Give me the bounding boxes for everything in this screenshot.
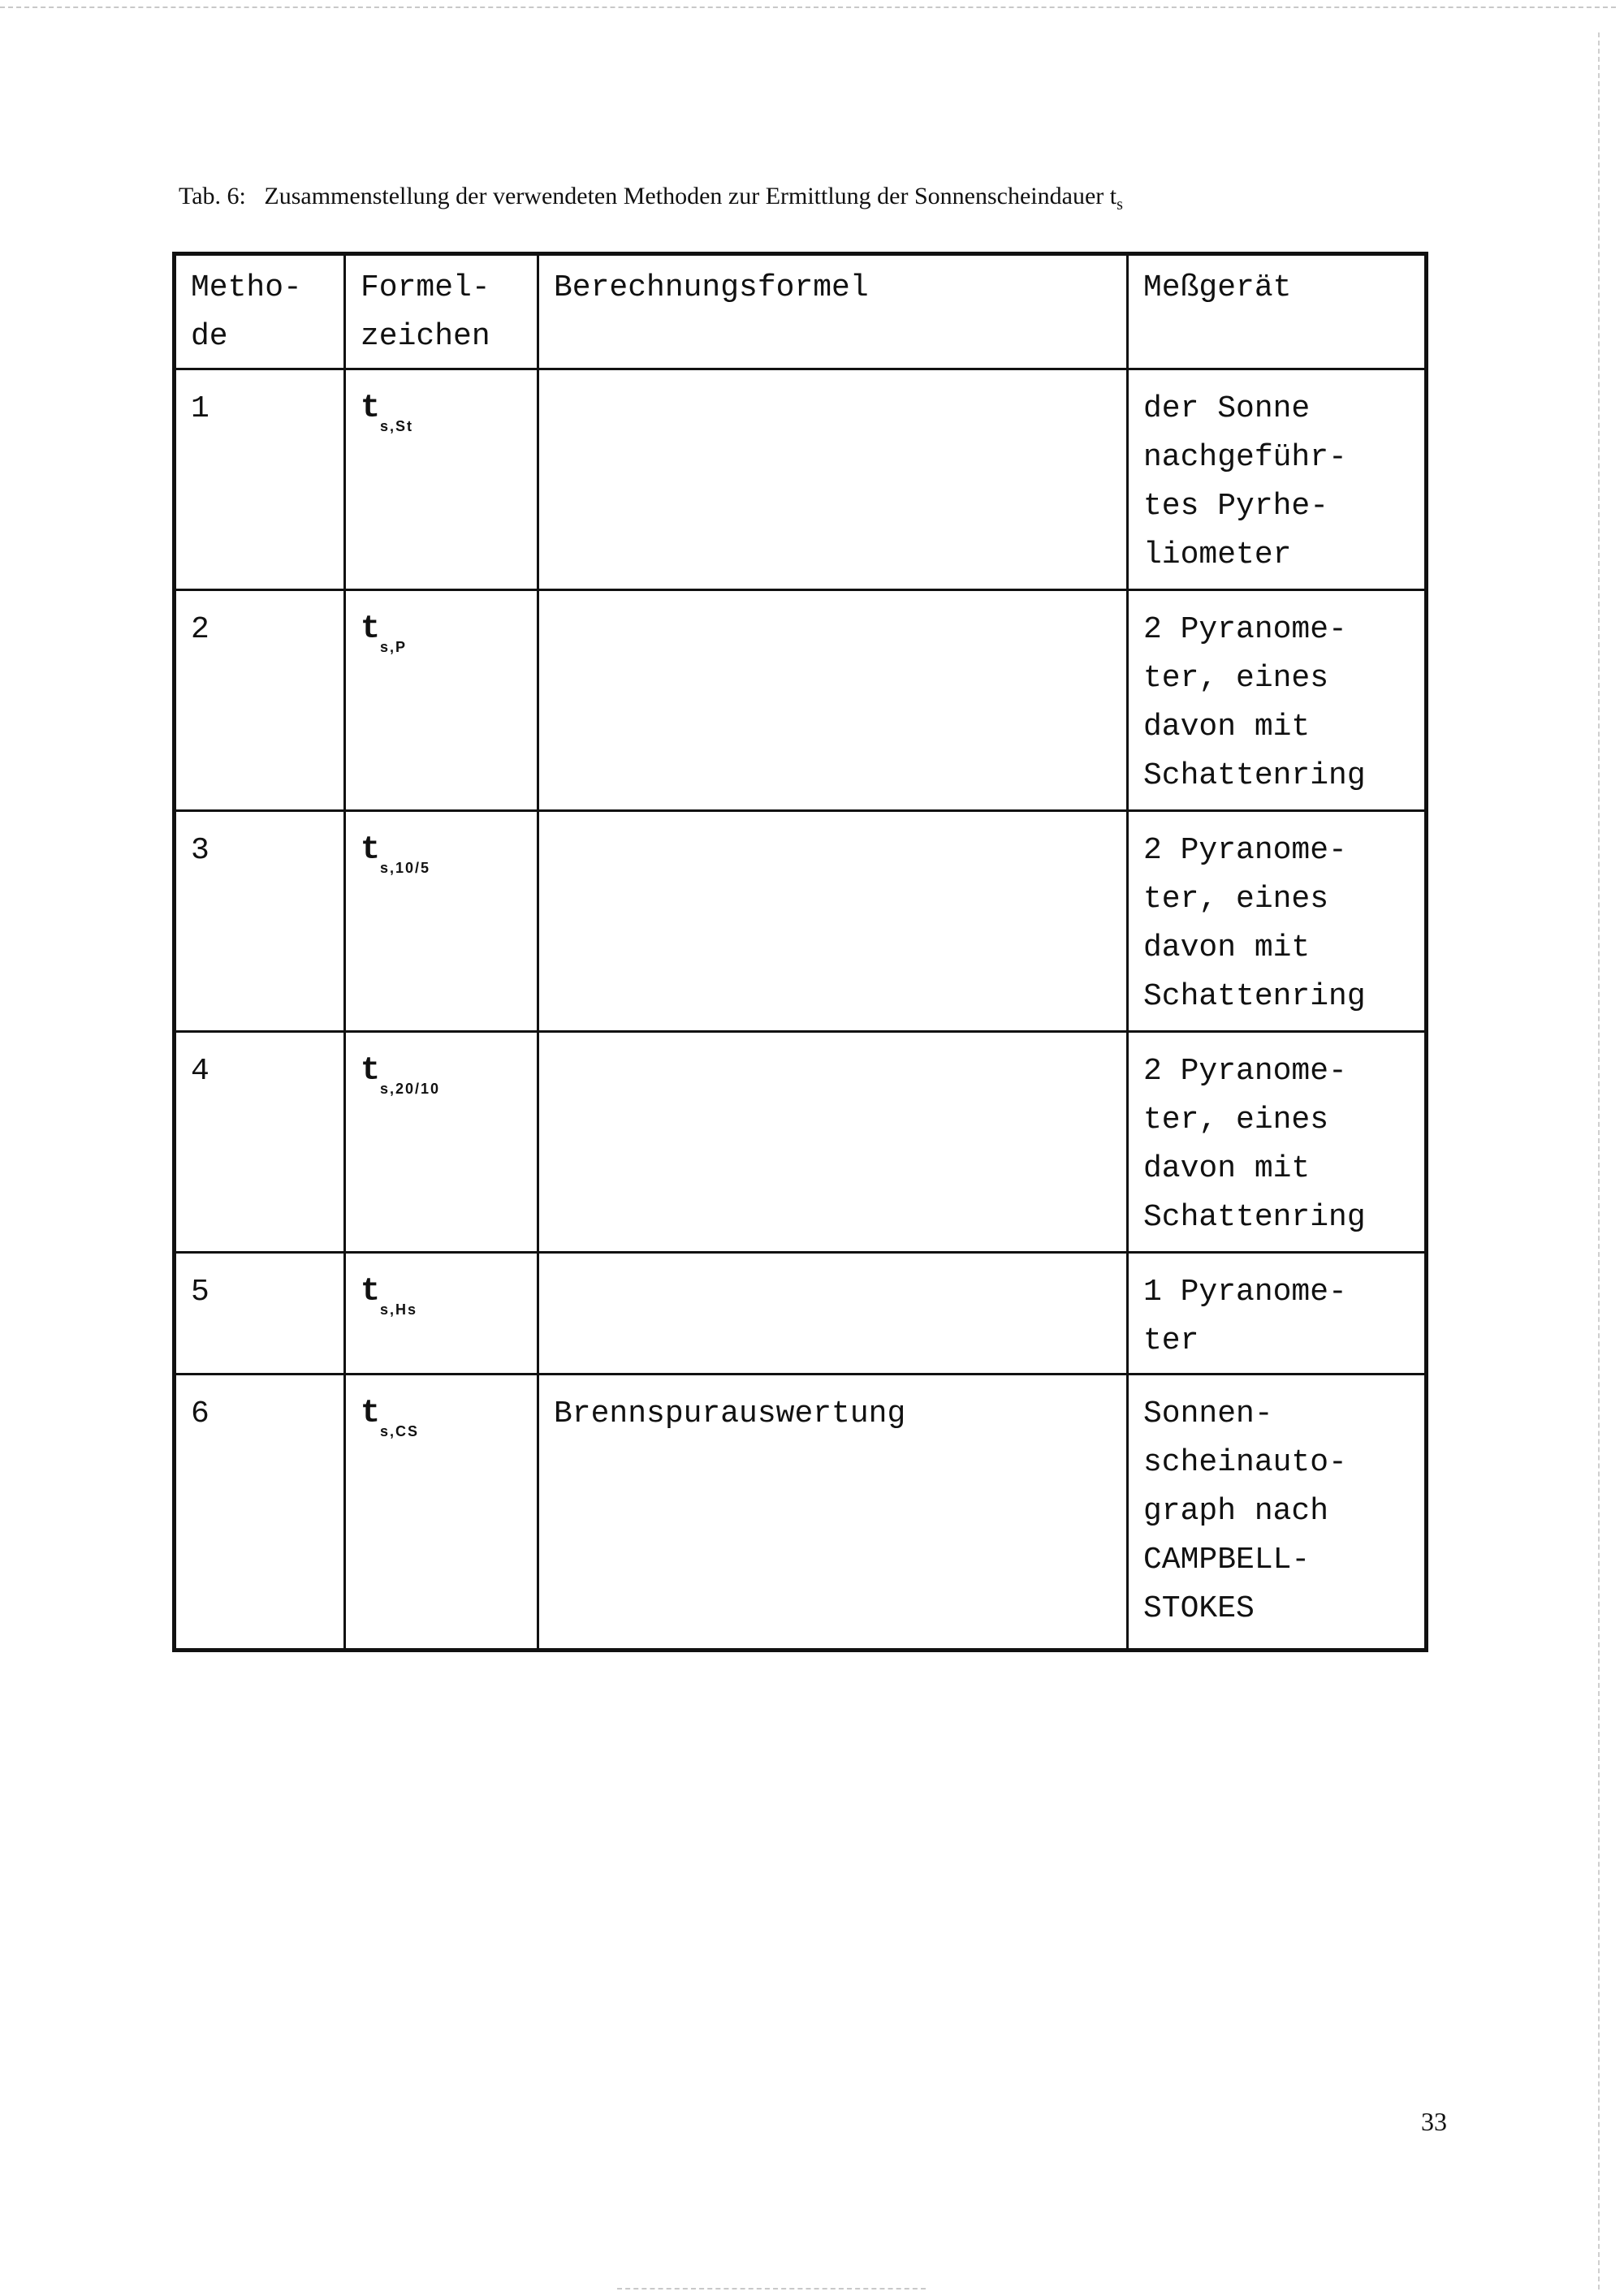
caption-text: Zusammenstellung der verwendeten Methoden zur Ermittlung der Sonnenscheindauer xyxy=(264,183,1104,209)
cell-messgeraet: 2 Pyranome- ter, eines davon mit Schattenring xyxy=(1128,1032,1427,1253)
symbol-t: t xyxy=(361,832,381,869)
symbol-subscript: s,20/10 xyxy=(380,1080,441,1097)
caption-label: Tab. 6: xyxy=(179,183,246,209)
table-row xyxy=(175,1032,1427,1253)
scan-edge-bottom xyxy=(617,2288,926,2290)
cell-messgeraet: 1 Pyranome- ter xyxy=(1128,1253,1427,1375)
symbol-subscript: s,CS xyxy=(380,1422,420,1439)
cell-methode: 3 xyxy=(175,811,345,1032)
cell-formelzeichen xyxy=(345,1032,538,1253)
cell-berechnungsformel: Brennspurauswertung xyxy=(538,1375,1128,1651)
header-formelzeichen: Formel- zeichen xyxy=(345,254,538,369)
symbol-subscript: s,10/5 xyxy=(380,859,431,876)
cell-messgeraet: 2 Pyranome- ter, eines davon mit Schattenring xyxy=(1128,811,1427,1032)
scan-edge-right xyxy=(1598,32,1600,2290)
cell-methode: 5 xyxy=(175,1253,345,1375)
header-messgeraet: Meßgerät xyxy=(1128,254,1427,369)
cell-formelzeichen xyxy=(345,811,538,1032)
cell-formelzeichen xyxy=(345,369,538,590)
page-number: 33 xyxy=(1421,2107,1447,2136)
cell-berechnungsformel xyxy=(538,1253,1128,1375)
symbol-t: t xyxy=(361,1053,381,1090)
caption-symbol-sub: s xyxy=(1116,196,1123,214)
symbol-subscript: s,St xyxy=(380,417,414,434)
cell-messgeraet: 2 Pyranome- ter, eines davon mit Schattenring xyxy=(1128,590,1427,811)
symbol-t: t xyxy=(361,611,381,648)
table-row xyxy=(175,369,1427,590)
table-row xyxy=(175,1375,1427,1651)
table-row xyxy=(175,811,1427,1032)
cell-formelzeichen xyxy=(345,590,538,811)
header-methode: Metho- de xyxy=(175,254,345,369)
cell-formelzeichen xyxy=(345,1375,538,1651)
table-header-row xyxy=(175,254,1427,369)
symbol-subscript: s,Hs xyxy=(380,1301,418,1318)
symbol-t: t xyxy=(361,1396,381,1432)
table-caption xyxy=(179,183,1123,218)
symbol-t: t xyxy=(361,1274,381,1310)
cell-methode: 6 xyxy=(175,1375,345,1651)
cell-formelzeichen xyxy=(345,1253,538,1375)
methods-table xyxy=(172,252,1428,1652)
cell-berechnungsformel xyxy=(538,590,1128,811)
table-row xyxy=(175,590,1427,811)
cell-messgeraet: Sonnen- scheinauto- graph nach CAMPBELL- STOKES xyxy=(1128,1375,1427,1651)
cell-messgeraet: der Sonne nachgeführ- tes Pyrhe- liometer xyxy=(1128,369,1427,590)
cell-methode: 4 xyxy=(175,1032,345,1253)
cell-berechnungsformel xyxy=(538,369,1128,590)
cell-berechnungsformel xyxy=(538,811,1128,1032)
scan-edge-top xyxy=(0,6,1616,8)
header-berechnungsformel: Berechnungsformel xyxy=(538,254,1128,369)
cell-methode: 1 xyxy=(175,369,345,590)
table-row xyxy=(175,1253,1427,1375)
symbol-t: t xyxy=(361,391,381,427)
cell-berechnungsformel xyxy=(538,1032,1128,1253)
symbol-subscript: s,P xyxy=(380,638,408,655)
cell-methode: 2 xyxy=(175,590,345,811)
caption-symbol: t xyxy=(1109,183,1117,209)
